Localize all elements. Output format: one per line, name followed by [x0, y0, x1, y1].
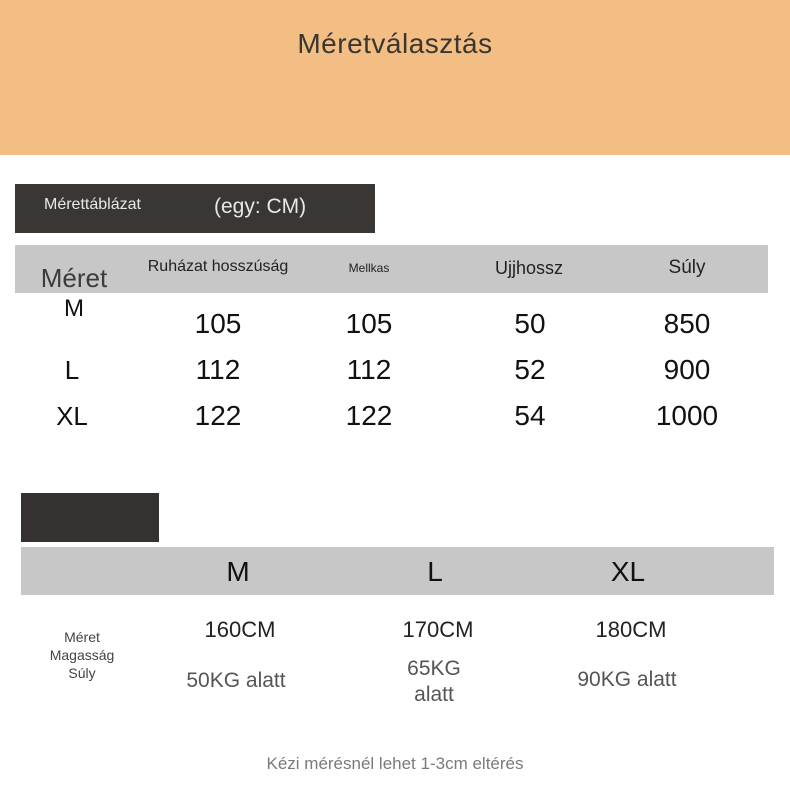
column-header-chest: Mellkas — [348, 261, 390, 275]
table-cell-weight: 850 — [663, 308, 711, 339]
height-cell-xl: 180CM — [595, 617, 667, 642]
table-row-size: M — [64, 295, 84, 322]
size-chart-label: Mérettáblázat — [44, 196, 141, 213]
row-label — [32, 628, 132, 682]
table-cell-weight: 1000 — [655, 400, 719, 431]
unit-label: (egy: CM) — [214, 195, 307, 218]
measurement-note: Kézi mérésnél lehet 1-3cm eltérés — [266, 754, 524, 773]
page-title: Méretválasztás — [297, 28, 493, 59]
column-header-size-xl: XL — [610, 556, 646, 587]
table-cell-length: 105 — [194, 308, 242, 339]
table-cell-chest: 122 — [345, 400, 393, 431]
table-cell-chest: 112 — [346, 354, 392, 385]
page-header — [0, 0, 790, 155]
weight-cell-xl: 90KG alatt — [577, 668, 677, 691]
section-title-bar — [21, 493, 159, 542]
table-cell-length: 112 — [195, 354, 241, 385]
column-header-sleeve: Ujjhossz — [494, 258, 564, 278]
size-column-header: Méret — [40, 263, 108, 293]
height-cell-l: 170CM — [402, 617, 474, 642]
table-cell-sleeve: 52 — [514, 354, 546, 385]
weight-cell-l: 65KG alatt — [407, 657, 461, 706]
row-label-height: Magasság — [49, 647, 115, 663]
table-cell-sleeve: 50 — [514, 308, 546, 339]
table-cell-weight: 900 — [663, 354, 711, 385]
row-label-weight: Súly — [68, 665, 96, 681]
column-header-length: Ruházat hosszúság — [147, 258, 289, 275]
table-cell-length: 122 — [194, 400, 242, 431]
table-row-size: L — [64, 355, 80, 385]
weight-cell-m: 50KG alatt — [186, 669, 286, 692]
column-header-size-l: L — [427, 556, 443, 587]
size-chart-section-bar — [15, 184, 375, 233]
table-cell-chest: 105 — [345, 308, 393, 339]
column-header-weight: Súly — [668, 257, 706, 278]
column-header-size-m: M — [226, 556, 250, 587]
table-row-size: XL — [56, 401, 88, 431]
row-label-size: Méret — [64, 629, 100, 645]
table-cell-sleeve: 54 — [514, 400, 546, 431]
height-cell-m: 160CM — [204, 617, 276, 642]
